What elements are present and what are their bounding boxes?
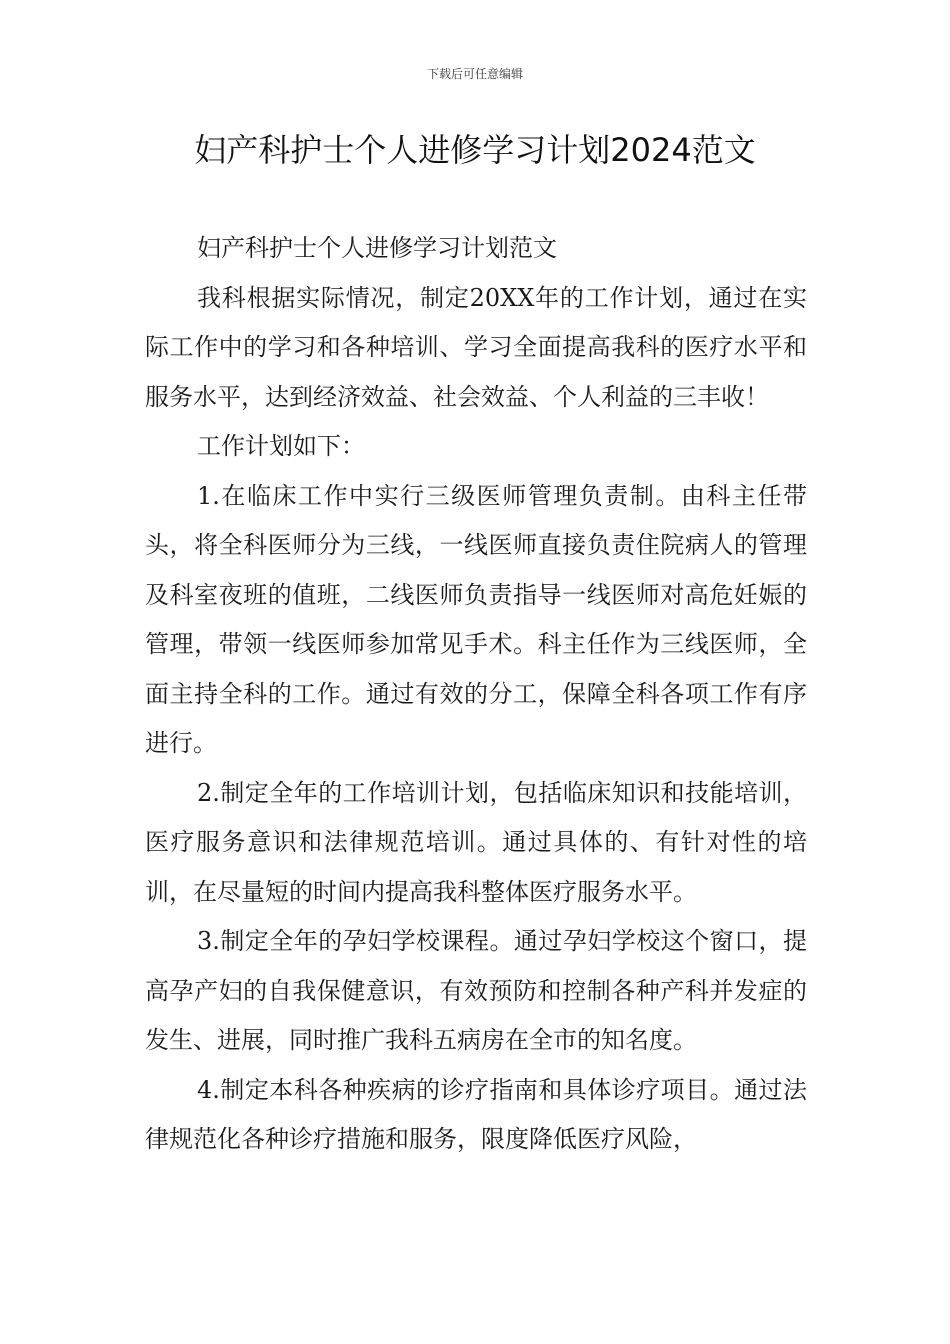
document-body bbox=[145, 224, 807, 1165]
paragraph-item-4: 4.制定本科各种疾病的诊疗指南和具体诊疗项目。通过法律规范化各种诊疗措施和服务，限度降低医疗风险， bbox=[145, 1075, 807, 1153]
paragraph-item-3: 3.制定全年的孕妇学校课程。通过孕妇学校这个窗口，提高孕产妇的自我保健意识，有效预防和控制各种产科并发症的发生、进展，同时推广我科五病房在全市的知名度。 bbox=[145, 927, 807, 1054]
header-note: 下载后可任意编辑 bbox=[426, 67, 523, 81]
paragraph-subtitle: 妇产科护士个人进修学习计划范文 bbox=[197, 234, 557, 262]
paragraph-intro: 我科根据实际情况，制定20XX年的工作计划，通过在实际工作中的学习和各种培训、学习全面提高我科的医疗水平和服务水平，达到经济效益、社会效益、个人利益的三丰收！ bbox=[145, 283, 807, 411]
paragraph-item-2: 2.制定全年的工作培训计划，包括临床知识和技能培训，医疗服务意识和法律规范培训。通过具体的、有针对性的培训，在尽量短的时间内提高我科整体医疗服务水平。 bbox=[145, 778, 807, 906]
paragraph-plan-heading: 工作计划如下： bbox=[197, 432, 365, 460]
document-title: 妇产科护士个人进修学习计划2024范文 bbox=[194, 131, 756, 169]
paragraph-item-1: 1.在临床工作中实行三级医师管理负责制。由科主任带头，将全科医师分为三线，一线医师直接负责住院病人的管理及科室夜班的值班，二线医师负责指导一线医师对高危妊娠的管理，带领一线医师参加常见手术。科主任作为三线医师，全面主持全科的工作。通过有效的分工，保障全科各项工作有序进行。 bbox=[145, 481, 807, 757]
